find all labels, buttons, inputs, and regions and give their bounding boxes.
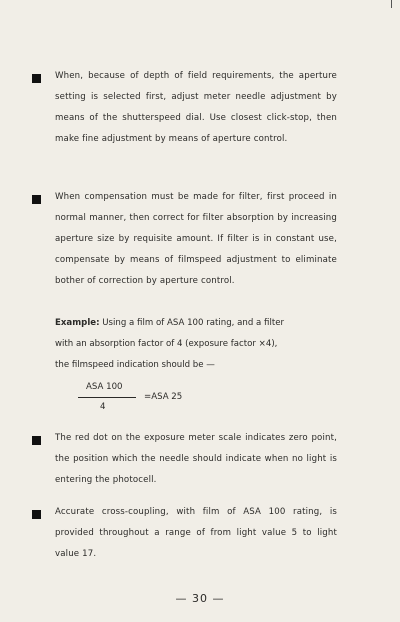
page-edge-mark [391, 0, 392, 8]
bullet-marker [32, 510, 41, 519]
paragraph-filter-compensation: When compensation must be made for filter, first proceed in normal manner, then correct for filter absorption by increasing aperture size by requisite amount. If filter is in constant use, compensate by means of filmspeed adjustment to eliminate bother of correction by aperture control. [55, 192, 337, 286]
formula-fraction-bar [78, 397, 136, 398]
bullet-marker [32, 195, 41, 204]
example-block [55, 313, 337, 376]
example-label: Example: [55, 318, 100, 328]
formula-numerator: ASA 100 [86, 382, 123, 392]
bullet-marker [32, 436, 41, 445]
example-line-1 [55, 313, 337, 334]
paragraph-aperture-first: When, because of depth of field requirements, the aperture setting is selected first, adjust meter needle adjustment by means of the shutterspeed dial. Use closest click-stop, then make fine adjustment by means of aperture control. [55, 71, 337, 144]
formula-result: =ASA 25 [144, 392, 183, 402]
example-line-2: with an absorption factor of 4 (exposure factor ×4), [55, 339, 278, 349]
example-line-3: the filmspeed indication should be — [55, 360, 215, 370]
example-text-1: Using a film of ASA 100 rating, and a filter [102, 318, 285, 328]
paragraph-red-dot: The red dot on the exposure meter scale indicates zero point, the position which the needle should indicate when no light is entering the photocell. [55, 433, 337, 485]
page-number: — 30 — [175, 592, 225, 605]
paragraph-cross-coupling: Accurate cross-coupling, with film of ASA 100 rating, is provided throughout a range of from light value 5 to light value 17. [55, 507, 337, 559]
formula-denominator: 4 [100, 402, 106, 412]
bullet-marker [32, 74, 41, 83]
